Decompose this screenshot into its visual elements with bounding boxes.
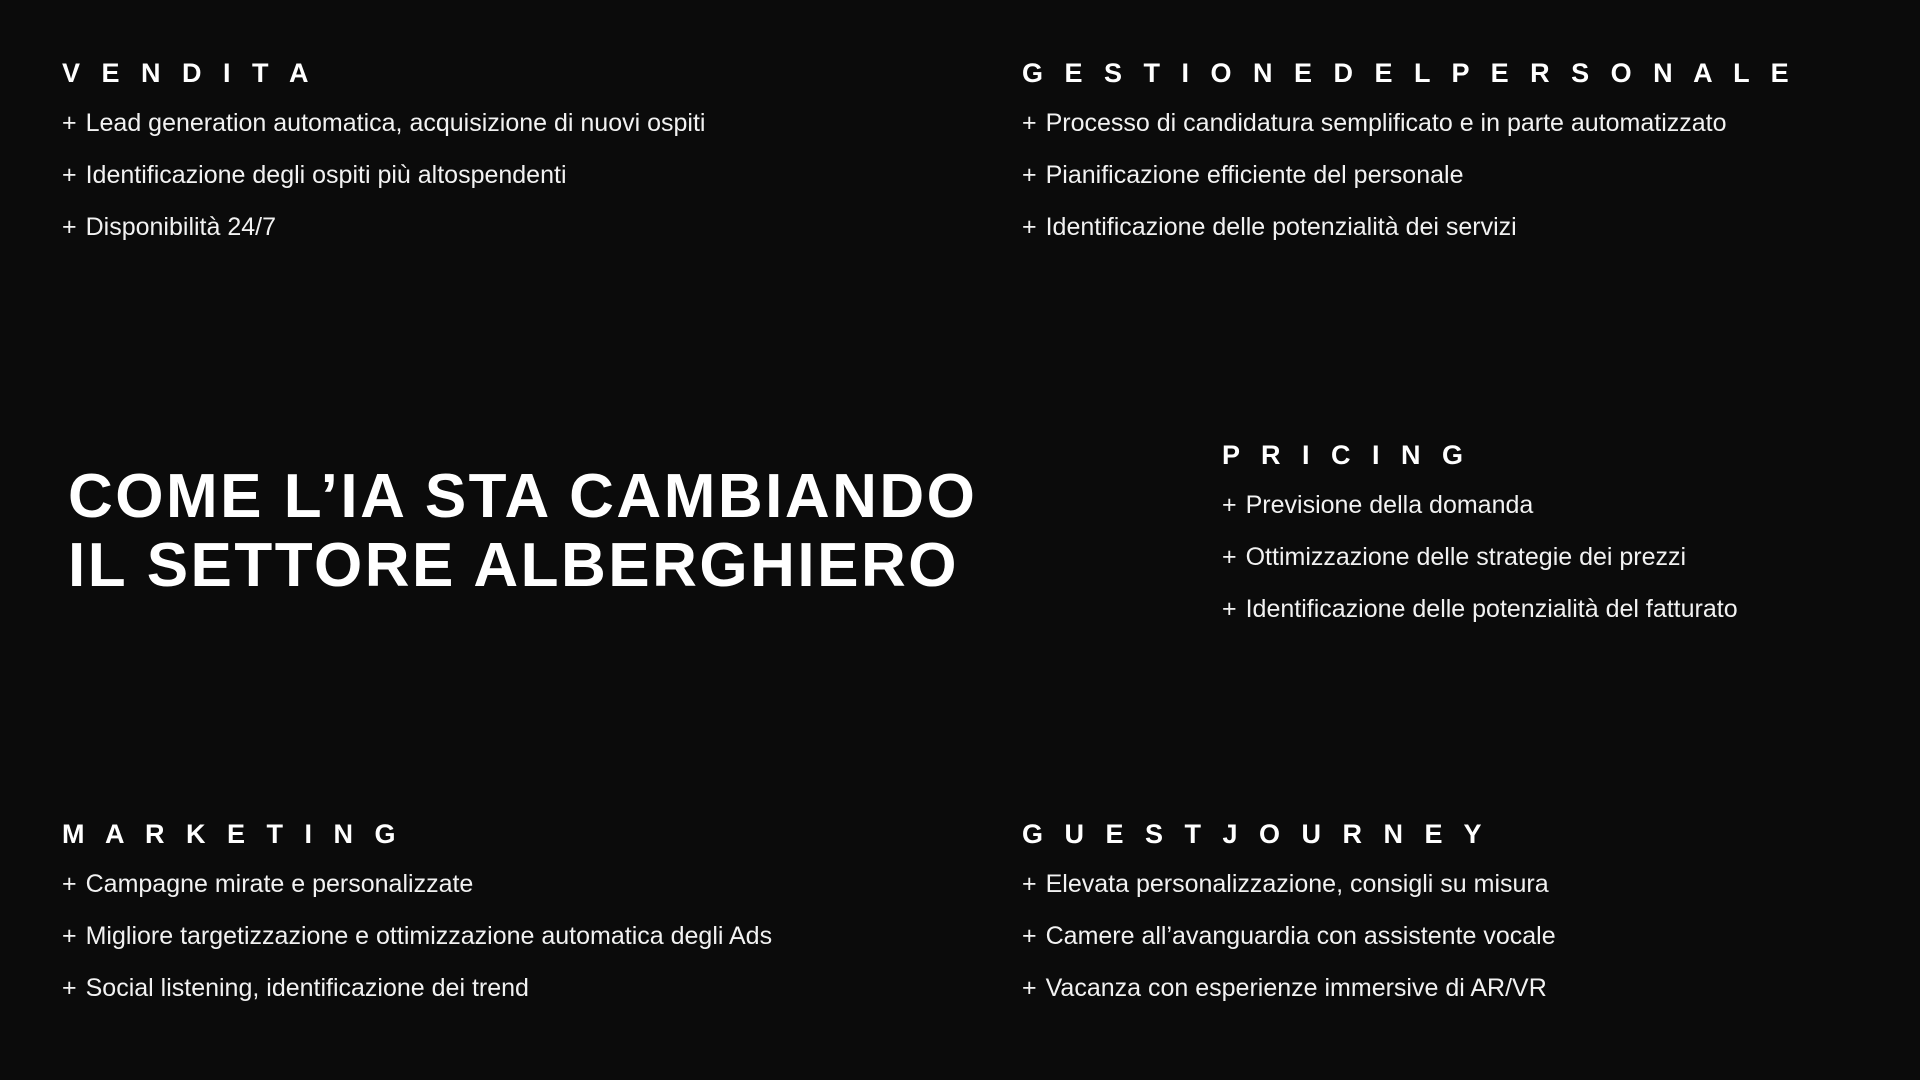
- bullet-marker-icon: +: [1222, 595, 1237, 623]
- list-item-text: Disponibilità 24/7: [85, 213, 277, 241]
- list-item: [1022, 215, 1796, 240]
- list-item: [62, 976, 772, 1001]
- list-item-text: Ottimizzazione delle strategie dei prezzi: [1245, 543, 1687, 571]
- section-guest-journey: [1022, 819, 1556, 1028]
- list-item-text: Social listening, identificazione dei trend: [85, 974, 529, 1002]
- section-title-vendita: V E N D I T A: [62, 58, 316, 88]
- bullet-marker-icon: +: [62, 161, 77, 189]
- section-vendita: [62, 58, 705, 267]
- page-title: [68, 462, 977, 601]
- list-item: [1022, 111, 1796, 136]
- list-item: [1222, 493, 1738, 518]
- list-item-text: Vacanza con esperienze immersive di AR/VR: [1045, 974, 1547, 1002]
- list-item: [1022, 924, 1556, 949]
- page-title-line-1: COME L’IA STA CAMBIANDO: [68, 462, 978, 531]
- list-item: [1222, 545, 1738, 570]
- bullet-marker-icon: +: [1022, 213, 1037, 241]
- list-item: [62, 163, 705, 188]
- list-item-text: Pianificazione efficiente del personale: [1045, 161, 1464, 189]
- bullet-marker-icon: +: [1022, 870, 1037, 898]
- section-title-pricing: P R I C I N G: [1222, 440, 1471, 470]
- list-item-text: Lead generation automatica, acquisizione di nuovi ospiti: [85, 109, 706, 137]
- bullet-marker-icon: +: [62, 109, 77, 137]
- bullet-marker-icon: +: [1022, 161, 1037, 189]
- list-item: [62, 215, 705, 240]
- bullet-marker-icon: +: [62, 213, 77, 241]
- bullet-marker-icon: +: [1022, 922, 1037, 950]
- list-item: [1022, 976, 1556, 1001]
- bullet-marker-icon: +: [62, 922, 77, 950]
- list-item-text: Elevata personalizzazione, consigli su misura: [1045, 870, 1549, 898]
- list-item: [1022, 163, 1796, 188]
- list-item: [62, 924, 772, 949]
- list-item-text: Campagne mirate e personalizzate: [85, 870, 474, 898]
- section-gestione-del-personale: [1022, 58, 1796, 267]
- section-pricing: [1222, 440, 1738, 649]
- section-marketing: [62, 819, 772, 1028]
- list-item-text: Migliore targetizzazione e ottimizzazione automatica degli Ads: [85, 922, 773, 950]
- bullet-marker-icon: +: [62, 870, 77, 898]
- section-title-guest-journey: G U E S T J O U R N E Y: [1022, 819, 1489, 849]
- list-item-text: Identificazione degli ospiti più altospendenti: [85, 161, 567, 189]
- bullet-marker-icon: +: [62, 974, 77, 1002]
- section-title-gestione-del-personale: G E S T I O N E D E L P E R S O N A L E: [1022, 58, 1796, 88]
- list-item: [1222, 597, 1738, 622]
- list-item: [62, 872, 772, 897]
- bullet-marker-icon: +: [1222, 491, 1237, 519]
- list-item-text: Processo di candidatura semplificato e in parte automatizzato: [1045, 109, 1727, 137]
- list-item: [62, 111, 705, 136]
- page-title-line-2: IL SETTORE ALBERGHIERO: [68, 531, 959, 601]
- bullet-marker-icon: +: [1022, 974, 1037, 1002]
- list-item-text: Previsione della domanda: [1245, 491, 1534, 519]
- list-item-text: Identificazione delle potenzialità del fatturato: [1245, 595, 1738, 623]
- bullet-marker-icon: +: [1022, 109, 1037, 137]
- list-item-text: Camere all’avanguardia con assistente vocale: [1045, 922, 1556, 950]
- list-item: [1022, 872, 1556, 897]
- bullet-marker-icon: +: [1222, 543, 1237, 571]
- list-item-text: Identificazione delle potenzialità dei servizi: [1045, 213, 1517, 241]
- section-title-marketing: M A R K E T I N G: [62, 819, 403, 849]
